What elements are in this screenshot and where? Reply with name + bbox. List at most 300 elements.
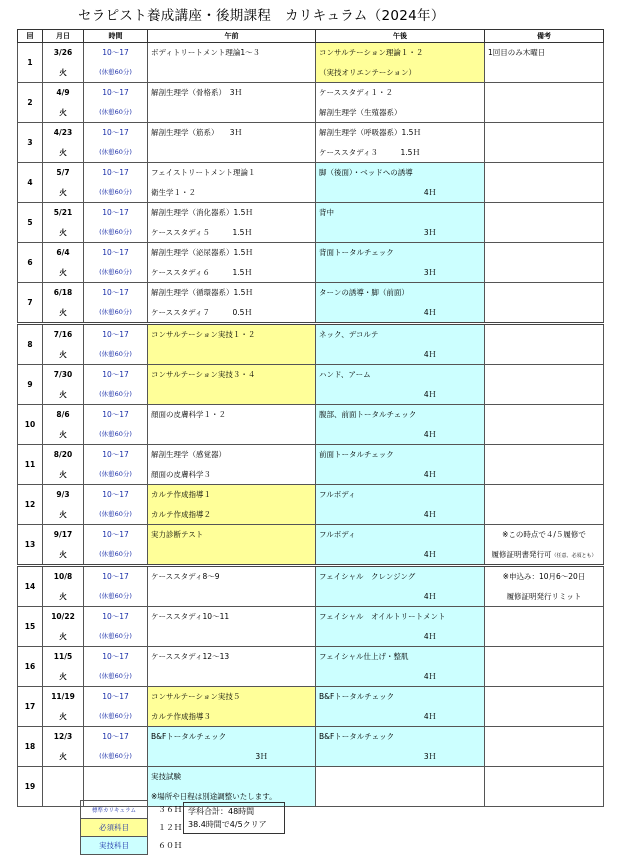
am-line-2: 顔面の皮膚科学３ [151,469,211,479]
row-note [485,607,604,647]
row-time [84,647,148,687]
pm-line-1: ネック、デコルテ [319,330,379,339]
note-line-1 [488,203,600,223]
am-line-1: 解剖生理学（骨格系） 3Ｈ [151,88,243,97]
note-line-2 [488,707,600,727]
am-session [148,324,316,365]
note-line-2: 履修証明書発行可 [491,549,552,559]
legend-label: 標準カリキュラム [81,801,148,819]
pm-session [316,83,485,123]
pm-session [316,727,485,767]
note-line-2 [488,667,600,687]
pm-session [316,607,485,647]
row-time [84,525,148,566]
table-row [18,324,604,365]
table-row [18,727,604,767]
am-line-1: 解剖生理学（循環器系）1.5Ｈ [151,288,253,297]
note-line-2 [488,747,600,767]
row-note [485,83,604,123]
am-line-1: 実技試験 [151,772,181,781]
weekday-text: 火 [59,349,67,359]
note-line-2 [488,787,600,807]
weekday-text: 火 [59,107,67,117]
note-line-2 [488,143,600,163]
pm-line-1: ハンド、アーム [319,370,371,379]
row-time [84,485,148,525]
pm-line-1: 腹部、前面トータルチェック [319,410,417,419]
row-note [485,163,604,203]
row-date [43,324,84,365]
am-line-1: 解剖生理学（筋系） 3Ｈ [151,128,243,137]
row-number: 13 [18,525,43,566]
date-text: 5/21 [53,208,73,217]
table-row [18,123,604,163]
date-text: 7/16 [53,330,73,339]
pm-line-1: B&Fトータルチェック [319,732,395,741]
note-line-1: ※この時点で４/５履修で [502,530,586,539]
pm-line-2: 4Ｈ [423,549,437,559]
row-time [84,566,148,607]
row-time [84,405,148,445]
note-line-1 [488,405,600,425]
note-line-1 [488,727,600,747]
time-text: 10〜17 [102,288,129,297]
row-time [84,283,148,324]
am-line-2: カルテ作成指導２ [151,509,211,519]
weekday-text: 火 [59,307,67,317]
pm-session [316,123,485,163]
weekday-text: 火 [59,591,67,601]
pm-session [316,445,485,485]
note-line-1 [488,83,600,103]
table-row [18,485,604,525]
am-session [148,83,316,123]
row-time [84,203,148,243]
table-row [18,445,604,485]
pm-session [316,525,485,566]
table-row [18,566,604,607]
row-date [43,727,84,767]
break-text: (休憩60分) [99,307,132,316]
am-line-1: コンサルテーション実技５ [151,692,241,701]
pm-line-1: フルボディ [319,530,356,539]
pm-line-2: 4Ｈ [423,187,437,197]
am-line-2 [151,385,312,405]
am-line-1: コンサルテーション実技１・２ [151,330,256,339]
date-text: 11/5 [53,652,73,661]
break-text: (休憩60分) [99,267,132,276]
row-date [43,405,84,445]
am-session [148,647,316,687]
row-date [43,365,84,405]
am-line-2 [151,63,312,83]
row-time [84,163,148,203]
row-note [485,647,604,687]
time-text [84,767,147,787]
header-date: 月日 [43,30,84,43]
pm-line-1: 前面トータルチェック [319,450,394,459]
row-note [485,365,604,405]
note-line-1 [488,365,600,385]
date-text: 8/6 [56,410,70,419]
am-line-2 [151,143,312,163]
total-line-2: 38.4時間で4/5クリア [188,820,267,829]
time-text: 10〜17 [102,88,129,97]
row-number: 1 [18,43,43,83]
note-line-2: 履修証明発行リミット [506,591,582,601]
row-date [43,767,84,807]
note-line-2 [488,465,600,485]
am-session [148,525,316,566]
note-line-1 [488,485,600,505]
row-number: 16 [18,647,43,687]
am-line-1: 実力診断テスト [151,530,204,539]
pm-line-1: フルボディ [319,490,356,499]
note-line-2 [488,103,600,123]
pm-session [316,243,485,283]
table-row [18,405,604,445]
break-text: (休憩60分) [99,631,132,640]
row-number: 6 [18,243,43,283]
pm-session [316,687,485,727]
row-date [43,123,84,163]
note-line-2 [488,345,600,365]
pm-line-2: 4Ｈ [423,671,437,681]
row-time [84,607,148,647]
note-line-1 [488,163,600,183]
pm-line-1: 背中 [319,208,334,217]
table-row [18,607,604,647]
time-text: 10〜17 [102,692,129,701]
break-text: (休憩60分) [99,349,132,358]
table-row [18,365,604,405]
row-note [485,405,604,445]
am-line-1: ケーススタディ12〜13 [151,652,230,661]
date-text: 8/20 [53,450,73,459]
pm-session [316,163,485,203]
date-text: 4/9 [56,88,70,97]
weekday-text [43,787,83,807]
am-line-2: 3Ｈ [255,751,268,761]
weekday-text: 火 [59,751,67,761]
pm-session [316,647,485,687]
weekday-text: 火 [59,469,67,479]
am-session [148,607,316,647]
row-date [43,687,84,727]
row-number: 4 [18,163,43,203]
row-time [84,687,148,727]
row-number: 11 [18,445,43,485]
pm-session [316,283,485,324]
row-date [43,566,84,607]
note-line-1 [488,243,600,263]
am-line-2 [151,587,312,607]
row-number: 3 [18,123,43,163]
pm-line-2: 4Ｈ [423,711,437,721]
am-line-2: ケーススタディ７ 0.5Ｈ [151,307,252,317]
legend-label: 必須科目 [81,819,148,837]
am-line-1: コンサルテーション実技３・４ [151,370,256,379]
header-pm: 午後 [316,30,485,43]
am-line-1: フェイストリートメント理論１ [151,168,256,177]
total-line-1: 学科合計：48時間 [188,807,255,816]
row-number: 7 [18,283,43,324]
pm-session [316,365,485,405]
pm-line-1: 解剖生理学（呼吸器系）1.5Ｈ [319,128,421,137]
weekday-text: 火 [59,549,67,559]
note-line-1 [488,607,600,627]
note-line-2 [488,627,600,647]
break-text: (休憩60分) [99,227,132,236]
pm-line-1: 背面トータルチェック [319,248,394,257]
weekday-text: 火 [59,187,67,197]
row-note [485,687,604,727]
time-text: 10〜17 [102,530,129,539]
break-text: (休憩60分) [99,711,132,720]
pm-line-1: 脚（後面）・ベッドへの誘導 [319,168,413,177]
row-number: 17 [18,687,43,727]
table-row [18,83,604,123]
weekday-text: 火 [59,67,67,77]
time-text: 10〜17 [102,410,129,419]
date-text: 10/8 [53,572,73,581]
note-line-1 [488,283,600,303]
date-text: 7/30 [53,370,73,379]
break-text: (休憩60分) [99,429,132,438]
am-line-2: ケーススタディ５ 1.5Ｈ [151,227,252,237]
row-time [84,727,148,767]
note-line-1: ※申込み：10月6〜20日 [502,572,586,581]
break-text: (休憩60分) [99,67,132,76]
row-number: 10 [18,405,43,445]
weekday-text: 火 [59,671,67,681]
am-line-2: 衛生学１・２ [151,187,196,197]
pm-line-2: 4Ｈ [423,631,437,641]
row-date [43,445,84,485]
note-line-2 [488,263,600,283]
table-row [18,283,604,324]
legend-value: ３６Ｈ [158,805,182,814]
am-session [148,405,316,445]
header-time: 時間 [84,30,148,43]
row-note [485,283,604,324]
weekday-text: 火 [59,711,67,721]
pm-line-1: コンサルテーション理論１・２ [319,48,424,57]
note-line-1 [488,767,600,787]
date-text: 4/23 [53,128,73,137]
time-text: 10〜17 [102,612,129,621]
time-text: 10〜17 [102,572,129,581]
am-session [148,243,316,283]
row-time [84,445,148,485]
pm-line-2: 4Ｈ [423,307,437,317]
pm-line-2: 4Ｈ [423,509,437,519]
note-line-1 [488,123,600,143]
row-note [485,123,604,163]
row-note [485,525,604,566]
row-number: 2 [18,83,43,123]
note-line-1 [488,445,600,465]
row-note [485,767,604,807]
am-line-1: B&Fトータルチェック [151,732,227,741]
table-row [18,687,604,727]
am-session [148,485,316,525]
am-line-2 [151,667,312,687]
row-date [43,647,84,687]
pm-line-1: フェイシャル クレンジング [319,572,416,581]
weekday-text: 火 [59,389,67,399]
row-note [485,727,604,767]
am-session [148,43,316,83]
date-text: 6/4 [56,248,70,257]
am-line-2 [151,425,312,445]
row-time [84,365,148,405]
row-number: 9 [18,365,43,405]
pm-line-2: 4Ｈ [423,591,437,601]
pm-line-2: 4Ｈ [423,389,437,399]
pm-line-2: ケーススタディ３ 1.5Ｈ [319,147,420,157]
table-row [18,163,604,203]
legend-value: １２Ｈ [158,823,182,832]
break-text: (休憩60分) [99,591,132,600]
table-row [18,243,604,283]
note-line-1: 1回目のみ木曜日 [488,48,546,57]
am-line-1: 解剖生理学（消化器系）1.5Ｈ [151,208,253,217]
am-session [148,566,316,607]
break-text: (休憩60分) [99,549,132,558]
note-line-2 [488,63,600,83]
pm-line-2: 解剖生理学（生殖器系） [319,107,402,117]
time-text: 10〜17 [102,128,129,137]
pm-session [316,405,485,445]
pm-session [316,324,485,365]
am-line-2: ※場所や日程は別途調整いたします。 [151,791,277,801]
date-text: 9/3 [56,490,70,499]
header-note: 備考 [485,30,604,43]
am-session [148,687,316,727]
break-text: (休憩60分) [99,107,132,116]
note-line-2 [488,505,600,525]
table-row [18,43,604,83]
break-text: (休憩60分) [99,671,132,680]
note-line-2 [488,385,600,405]
am-line-2 [151,345,312,365]
table-row [18,203,604,243]
pm-line-2: （実技オリエンテーション） [319,67,417,77]
am-session [148,365,316,405]
row-time [84,123,148,163]
break-text: (休憩60分) [99,147,132,156]
row-number: 8 [18,324,43,365]
row-number: 12 [18,485,43,525]
note-line-1 [488,687,600,707]
note-line-1 [488,325,600,345]
row-date [43,43,84,83]
pm-line-1: ケーススタディ１・２ [319,88,394,97]
time-text: 10〜17 [102,208,129,217]
row-note [485,566,604,607]
row-note [485,324,604,365]
am-line-1: カルテ作成指導１ [151,490,211,499]
time-text: 10〜17 [102,490,129,499]
row-date [43,203,84,243]
am-session [148,445,316,485]
am-line-1: ケーススタディ8〜9 [151,572,220,581]
time-text: 10〜17 [102,732,129,741]
am-session [148,163,316,203]
break-text: (休憩60分) [99,509,132,518]
am-session [148,727,316,767]
time-text: 10〜17 [102,652,129,661]
total-box [183,802,285,834]
time-text: 10〜17 [102,168,129,177]
time-text: 10〜17 [102,450,129,459]
note-line-2-wrap [488,545,600,565]
note-small: （任意、必須とも） [551,552,597,559]
header-no: 回 [18,30,43,43]
am-line-1: 顔面の皮膚科学１・２ [151,410,226,419]
time-text: 10〜17 [102,248,129,257]
pm-session [316,43,485,83]
row-number: 15 [18,607,43,647]
row-date [43,283,84,324]
row-time [84,243,148,283]
am-session [148,283,316,324]
row-time [84,43,148,83]
weekday-text: 火 [59,429,67,439]
row-number: 19 [18,767,43,807]
row-date [43,607,84,647]
date-text [43,767,83,787]
time-text: 10〜17 [102,48,129,57]
pm-line-1: ターンの誘導・脚（前面） [319,288,409,297]
note-line-2 [488,223,600,243]
weekday-text: 火 [59,227,67,237]
weekday-text: 火 [59,509,67,519]
weekday-text: 火 [59,267,67,277]
row-note [485,43,604,83]
am-line-2 [151,545,312,565]
pm-line-1: B&Fトータルチェック [319,692,395,701]
date-text: 9/17 [53,530,73,539]
weekday-text: 火 [59,631,67,641]
pm-session [316,566,485,607]
am-line-2: カルテ作成指導３ [151,711,211,721]
note-line-2 [488,425,600,445]
row-note [485,203,604,243]
row-date [43,525,84,566]
am-line-2: ケーススタディ６ 1.5Ｈ [151,267,252,277]
am-session [148,123,316,163]
date-text: 10/22 [51,612,75,621]
page-title: セラピスト養成講座・後期課程 カリキュラム（2024年） [78,8,445,24]
pm-line-2: 3Ｈ [423,267,437,277]
row-date [43,485,84,525]
am-session [148,203,316,243]
pm-line-1: フェイシャル仕上げ・整肌 [319,652,409,661]
time-text: 10〜17 [102,370,129,379]
row-note [485,485,604,525]
am-line-2 [151,103,312,123]
pm-session [316,485,485,525]
row-number: 5 [18,203,43,243]
pm-line-1 [319,767,481,787]
am-line-1: 解剖生理学（感覚器） [151,450,226,459]
pm-line-2: 4Ｈ [423,469,437,479]
date-text: 5/7 [56,168,70,177]
am-line-2 [151,627,312,647]
row-number: 14 [18,566,43,607]
